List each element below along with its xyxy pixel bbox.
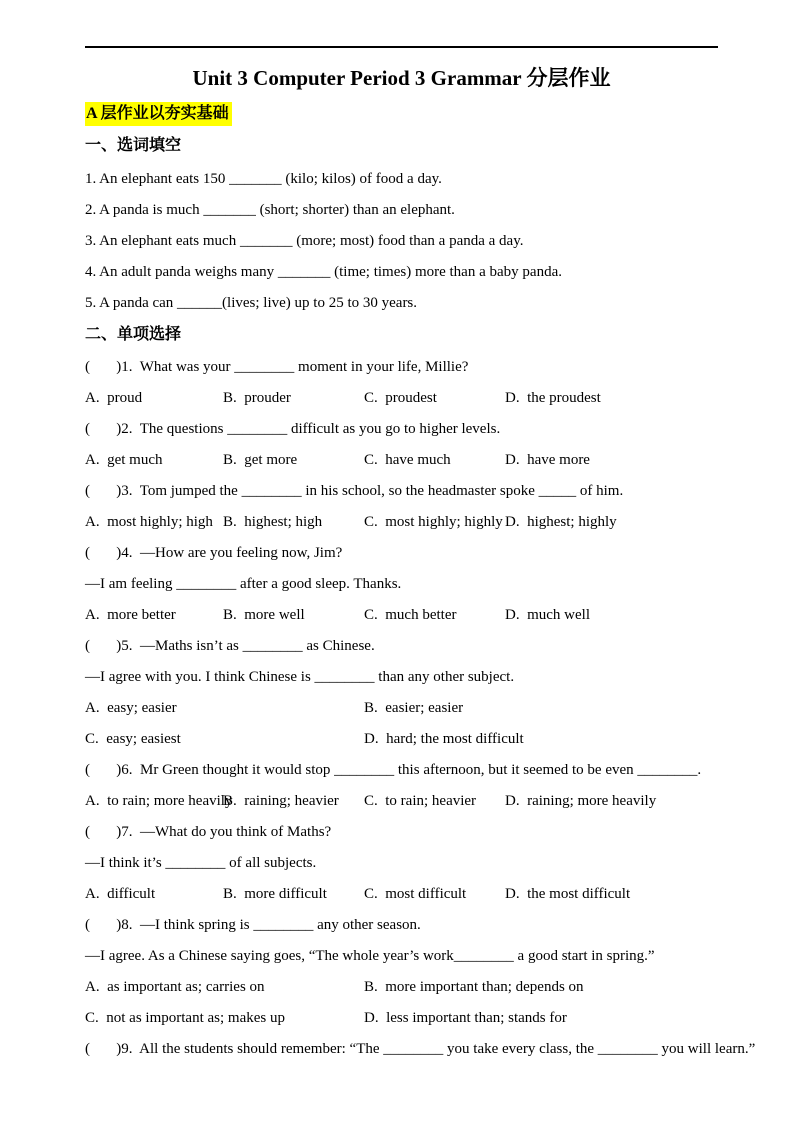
option-cell-a: A. difficult (85, 886, 156, 902)
section-two-heading: 二、单项选择 (85, 326, 182, 343)
question-stem-continued: —I think it’s ________ of all subjects. (85, 855, 317, 871)
level-banner-line (85, 102, 733, 126)
question-stem: ( )5. —Maths isn’t as ________ as Chinese. (85, 638, 375, 654)
option-cell-a: A. get much (85, 452, 163, 468)
option-cell-d: D. raining; more heavily (505, 793, 657, 809)
fill-item: 3. An elephant eats much _______ (more; most) food than a panda a day. (85, 233, 524, 249)
option-cell-a: A. to rain; more heavily (85, 793, 233, 809)
option-row (85, 724, 733, 755)
fill-item: 5. A panda can ______(lives; live) up to 25 to 30 years. (85, 295, 418, 311)
question-stem: ( )2. The questions ________ difficult as you go to higher levels. (85, 421, 501, 437)
option-cell-d: D. the proudest (505, 390, 601, 406)
option-cell-c: C. easy; easiest (85, 731, 181, 747)
option-cell-c: C. to rain; heavier (364, 793, 477, 809)
option-cell-c: C. not as important as; makes up (85, 1010, 285, 1026)
top-rule (85, 46, 718, 48)
option-cell-b: B. easier; easier (364, 700, 464, 716)
question-stem-continued: —I agree. As a Chinese saying goes, “The whole year’s work________ a good start in spring.” (85, 948, 655, 964)
page-title: Unit 3 Computer Period 3 Grammar 分层作业 (192, 66, 611, 90)
option-cell-a: A. most highly; high (85, 514, 213, 530)
option-row (85, 383, 733, 414)
question-stem: ( )4. —How are you feeling now, Jim? (85, 545, 343, 561)
option-cell-d: D. the most difficult (505, 886, 631, 902)
option-cell-b: B. highest; high (223, 514, 323, 530)
option-cell-c: C. proudest (364, 390, 437, 406)
fill-in-items (85, 164, 733, 319)
option-cell-d: D. highest; highly (505, 514, 617, 530)
page-content (0, 46, 793, 1065)
level-banner: A 层作业以夯实基础 (85, 102, 232, 126)
option-cell-a: A. more better (85, 607, 176, 623)
option-cell-c: C. most difficult (364, 886, 467, 902)
option-cell-c: C. most highly; highly (364, 514, 503, 530)
fill-item: 2. A panda is much _______ (short; shorter) than an elephant. (85, 202, 455, 218)
option-row (85, 445, 733, 476)
fill-item: 1. An elephant eats 150 _______ (kilo; kilos) of food a day. (85, 171, 442, 187)
option-cell-d: D. less important than; stands for (364, 1010, 567, 1026)
option-cell-c: C. much better (364, 607, 457, 623)
option-cell-b: B. prouder (223, 390, 291, 406)
option-cell-d: D. have more (505, 452, 590, 468)
option-cell-a: A. proud (85, 390, 143, 406)
option-cell-d: D. much well (505, 607, 590, 623)
option-cell-b: B. get more (223, 452, 298, 468)
option-cell-b: B. raining; heavier (223, 793, 339, 809)
question-stem: ( )9. All the students should remember: “The ________ you take every class, the ________ you will learn.” (85, 1041, 756, 1057)
option-cell-a: A. easy; easier (85, 700, 177, 716)
option-cell-b: B. more difficult (223, 886, 327, 902)
question-stem: ( )7. —What do you think of Maths? (85, 824, 332, 840)
fill-item: 4. An adult panda weighs many _______ (time; times) more than a baby panda. (85, 264, 562, 280)
question-stem-continued: —I agree with you. I think Chinese is ________ than any other subject. (85, 669, 515, 685)
option-row (85, 1003, 733, 1034)
section-one-heading: 一、选词填空 (85, 137, 182, 154)
option-row (85, 693, 733, 724)
question-stem-continued: —I am feeling ________ after a good sleep. Thanks. (85, 576, 402, 592)
question-stem: ( )1. What was your ________ moment in your life, Millie? (85, 359, 469, 375)
multiple-choice-questions (85, 352, 756, 1065)
question-stem: ( )6. Mr Green thought it would stop ________ this afternoon, but it seemed to be even ________. (85, 762, 702, 778)
option-row (85, 879, 733, 910)
question-stem: ( )8. —I think spring is ________ any other season. (85, 917, 421, 933)
option-cell-b: B. more important than; depends on (364, 979, 584, 995)
option-cell-b: B. more well (223, 607, 305, 623)
option-row (85, 972, 733, 1003)
option-row (85, 600, 733, 631)
option-cell-a: A. as important as; carries on (85, 979, 265, 995)
option-cell-d: D. hard; the most difficult (364, 731, 524, 747)
question-stem: ( )3. Tom jumped the ________ in his school, so the headmaster spoke _____ of him. (85, 483, 624, 499)
option-row (85, 507, 733, 538)
option-cell-c: C. have much (364, 452, 451, 468)
option-row (85, 786, 733, 817)
